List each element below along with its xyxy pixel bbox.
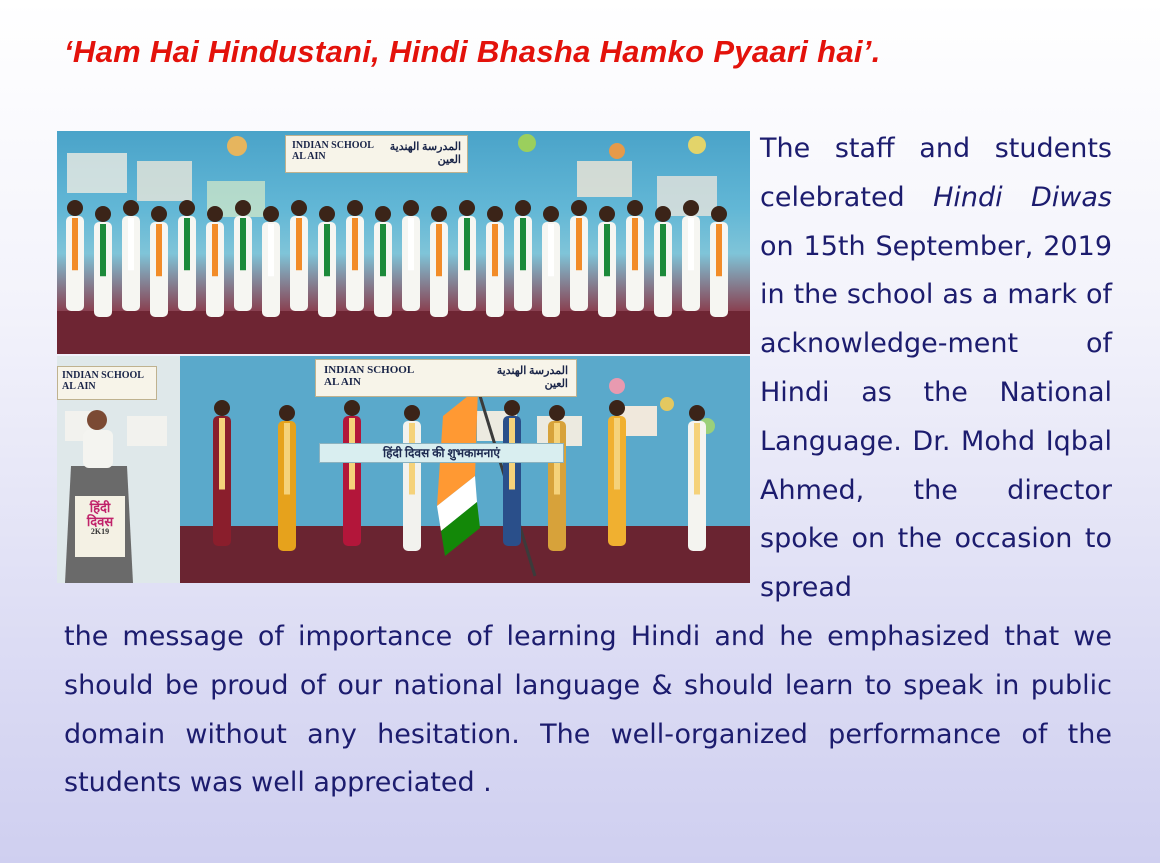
school-banner-center — [315, 359, 577, 397]
student-figure — [514, 200, 532, 311]
school-banner — [285, 135, 468, 173]
podium-sign-year: 2K19 — [90, 527, 110, 537]
performer-figure — [278, 405, 296, 551]
student-figure — [178, 200, 196, 311]
performer-figure — [548, 405, 566, 551]
school-banner-en: INDIAN SCHOOL AL AIN — [292, 140, 374, 162]
school-banner-left — [57, 366, 157, 400]
article-side-after: on 15th September, 2019 in the school as a mark of acknowledge-ment of Hindi as the National Language. Dr. Mohd Iqbal Ahmed, the director spoke on the occasion to spread — [760, 230, 1112, 604]
article-side-emphasis: Hindi Diwas — [933, 181, 1112, 213]
student-figure — [570, 200, 588, 311]
student-figure — [94, 206, 112, 317]
student-figure — [430, 206, 448, 317]
performer-figure — [503, 400, 521, 546]
student-figure — [206, 206, 224, 317]
article-side-before: The staff and students celebrated — [760, 133, 1112, 213]
student-figure — [374, 206, 392, 317]
podium-sign-text: हिंदी दिवस — [86, 500, 114, 529]
performer-figure — [608, 400, 626, 546]
student-figure — [486, 206, 504, 317]
student-figure — [458, 200, 476, 311]
performer-figure — [403, 405, 421, 551]
article-paragraph-bottom: the message of importance of learning Hindi and he emphasized that we should be proud of our national language & should learn to speak in public domain without any hesitation. The well-organized performance of the students was well appreciated . — [64, 621, 1112, 799]
event-photo-performance — [57, 356, 750, 583]
student-figure — [402, 200, 420, 311]
student-figure — [150, 206, 168, 317]
student-figure — [290, 200, 308, 311]
student-figure — [234, 200, 252, 311]
student-figure — [626, 200, 644, 311]
student-figure — [682, 200, 700, 311]
student-figure — [122, 200, 140, 311]
school-banner-center-ar: المدرسة الهندية العين — [496, 365, 568, 390]
student-figure — [66, 200, 84, 311]
performer-figure — [688, 405, 706, 551]
student-figure — [318, 206, 336, 317]
school-banner-left-en: INDIAN SCHOOL AL AIN — [62, 370, 144, 392]
performer-figure — [343, 400, 361, 546]
student-figure — [262, 206, 280, 317]
page-title: ‘Ham Hai Hindustani, Hindi Bhasha Hamko Pyaari hai’. — [64, 34, 881, 69]
student-figure — [654, 206, 672, 317]
held-banner — [319, 443, 564, 463]
article-paragraph-side — [760, 125, 1112, 613]
school-banner-center-en: INDIAN SCHOOL AL AIN — [324, 364, 415, 388]
student-figure — [542, 206, 560, 317]
student-figure — [346, 200, 364, 311]
student-figure — [598, 206, 616, 317]
student-figure — [710, 206, 728, 317]
event-photo-group — [57, 131, 750, 354]
performer-figure — [213, 400, 231, 546]
podium-sign — [75, 497, 125, 557]
school-banner-ar: المدرسة الهندية العين — [389, 141, 461, 166]
held-banner-text: हिंदी दिवस की शुभकामनाएं — [382, 446, 501, 460]
